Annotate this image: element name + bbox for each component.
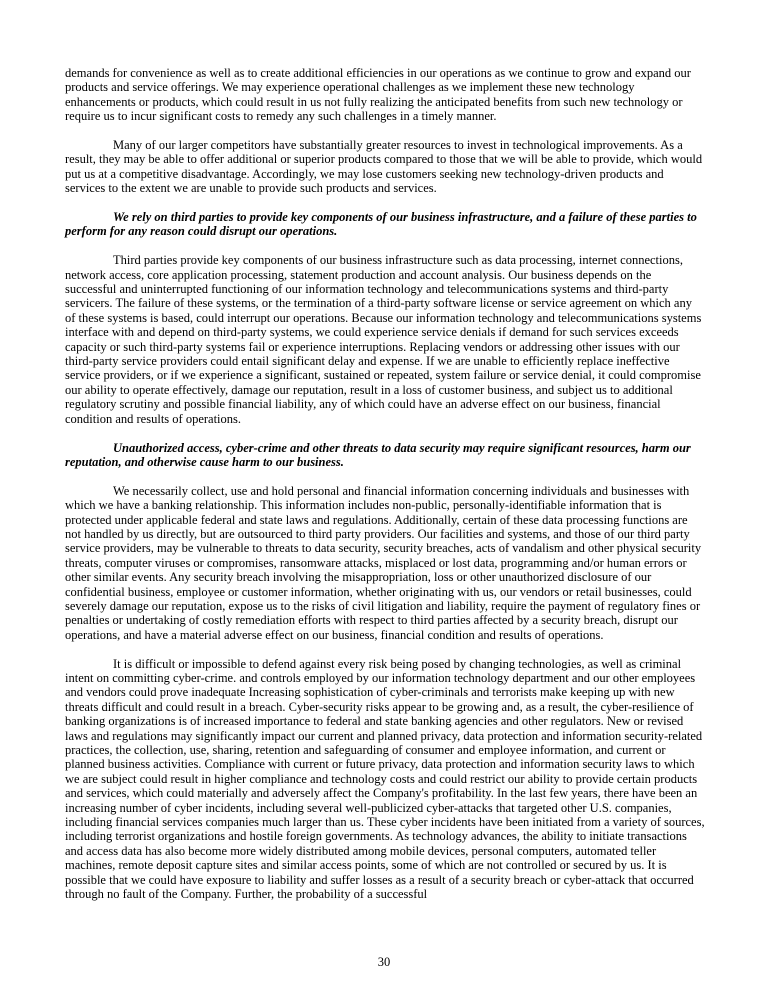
paragraph-continuation: demands for convenience as well as to create additional efficiencies in our operations as we continue to grow and expand our products and service offerings. We may experience operational challenges as we implement these new technology enhancements or products, which could result in us not fully realizing the anticipated benefits from such new technology or require us to incur significant costs to remedy any such challenges in a timely manner. [65,66,691,124]
paragraph-cyber-risk: It is difficult or impossible to defend against every risk being posed by changing technologies, as well as criminal intent on committing cyber-crime. and controls employed by our information technology department and our other employees and vendors could prove inadequate Increasing sophistication of cyber-criminals and terrorists make keeping up with new threats difficult and could result in a breach. Cyber-security risks appear to be growing and, as a result, the cyber-resilience of banking organizations is of increased importance to federal and state banking agencies and other regulators. New or revised laws and regulations may significantly impact our current and planned privacy, data protection and information security-related practices, the collection, use, sharing, retention and safeguarding of consumer and employee information, and current or planned business activities. Compliance with current or future privacy, data protection and information security laws to which we are subject could result in higher compliance and technology costs and could restrict our ability to provide certain products and services, which could materially and adversely affect the Company's profitability. In the last few years, there have been an increasing number of cyber incidents, including several well-publicized cyber-attacks that targeted other U.S. companies, including financial services companies much larger than us. These cyber incidents have been initiated from a variety of sources, including terrorist organizations and hostile foreign governments. As technology advances, the ability to initiate transactions and access data has also become more widely distributed among mobile devices, personal computers, automated teller machines, remote deposit capture sites and similar access points, some of which are not controlled or secured by us. It is possible that we could have exposure to liability and suffer losses as a result of a security breach or cyber-attack that occurred through no fault of the Company. Further, the probability of a successful [65,656,705,902]
paragraph-data-security: We necessarily collect, use and hold personal and financial information concerning individuals and businesses with which we have a banking relationship. This information includes non-public, personally-identifiable information that is protected under applicable federal and state laws and regulations. Additionally, certain of these data processing functions are not handled by us directly, but are outsourced to third party providers. Our facilities and systems, and those of our third party service providers, may be vulnerable to threats to data security, security breaches, acts of vandalism and other physical security threats, computer viruses or compromises, ransomware attacks, misplaced or lost data, programming and/or human errors or other similar events. Any security breach involving the misappropriation, loss or other unauthorized disclosure of our confidential business, employee or customer information, whether originating with us, our vendors or retail businesses, could severely damage our reputation, expose us to the risks of civil litigation and liability, require the payment of regulatory fines or penalties or undertaking of costly remediation efforts with respect to third parties affected by a security breach, disrupt our operations, and have a material adverse effect on our business, financial condition and results of operations. [65,483,702,642]
page-number: 30 [377,955,391,969]
paragraph-competitors: Many of our larger competitors have substantially greater resources to invest in technological improvements. As a result, they may be able to offer additional or superior products compared to those that we will be able to provide, which would put us at a competitive disadvantage. Accordingly, we may lose customers seeking new technology-driven products and services to the extent we are unable to provide such products and services. [65,138,703,196]
risk-factor-heading-third-parties: We rely on third parties to provide key components of our business infrastructure, and a failure of these parties to perform for any reason could disrupt our operations. [65,210,697,239]
paragraph-third-parties: Third parties provide key components of our business infrastructure such as data processing, internet connections, network access, core application processing, statement production and account analysis. Our business depends on the successful and uninterrupted functioning of our information technology and telecommunications systems and third-party servicers. The failure of these systems, or the termination of a third-party software license or service agreement on which any of these systems is based, could interrupt our operations. Because our information technology and telecommunications systems interface with and depend on third-party systems, we could experience service denials if demand for such services exceeds capacity or such third-party systems fail or experience interruptions. Replacing vendors or addressing other issues with our third-party service providers could entail significant delay and expense. If we are unable to efficiently replace ineffective service providers, or if we experience a significant, sustained or repeated, system failure or service denial, it could compromise our ability to operate effectively, damage our reputation, result in a loss of customer business, and subject us to additional regulatory scrutiny and possible financial liability, any of which could have an adverse effect on our business, financial condition and results of operations. [65,253,702,426]
risk-factor-heading-cyber-crime: Unauthorized access, cyber-crime and other threats to data security may require significant resources, harm our reputation, and otherwise cause harm to our business. [65,440,691,469]
document-body [65,66,705,916]
